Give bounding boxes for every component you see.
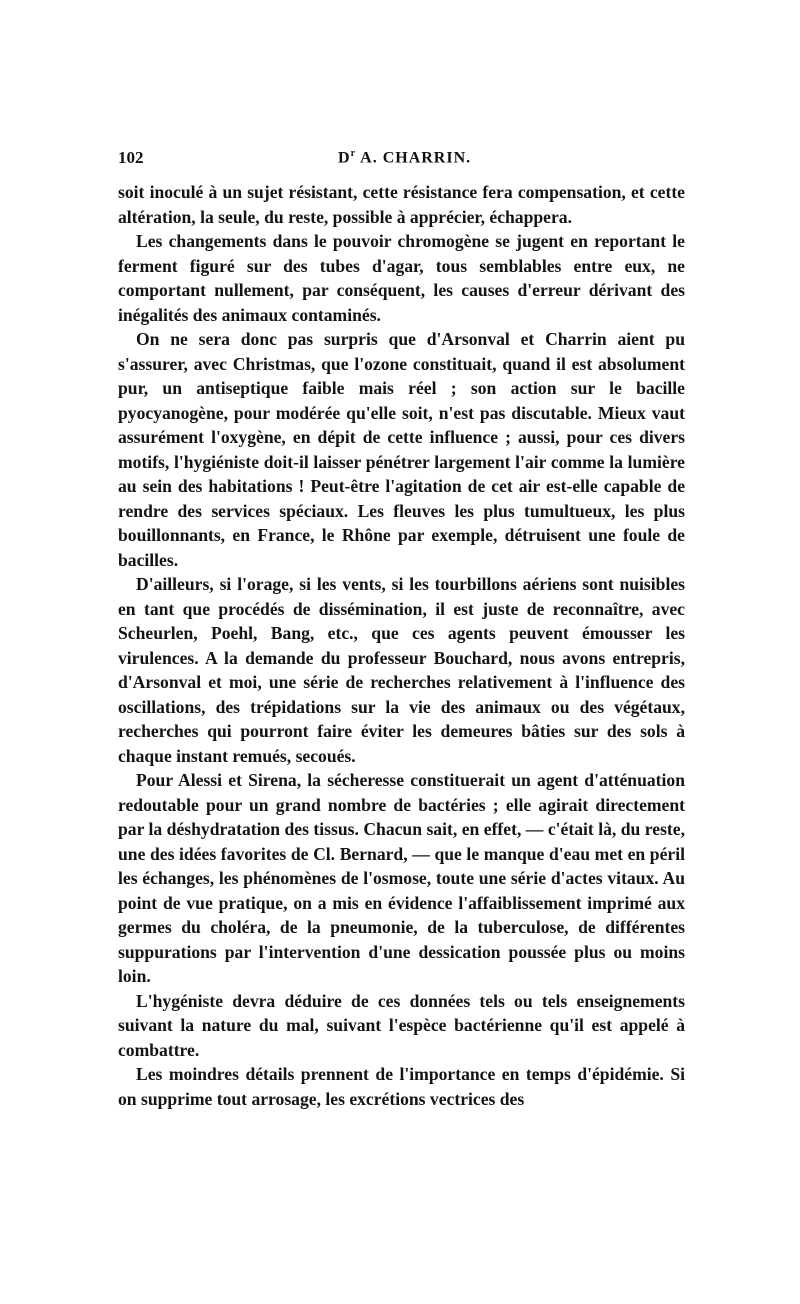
page-number: 102 [118,148,144,167]
page-header [118,148,685,172]
paragraph: Pour Alessi et Sirena, la sécheresse constituerait un agent d'atténuation redoutable pour un grand nombre de bactéries ; elle agirait directement par la déshydratation des tissus. Chacun sait, en effet, — c'était là, du reste, une des idées favorites de Cl. Bernard, — que le manque d'eau met en péril les échanges, les phénomènes de l'osmose, toute une série d'actes vitaux. Au point de vue pratique, on a mis en évidence l'affaiblissement imprimé aux germes du choléra, de la pneumonie, de la tuberculose, de différentes suppurations par l'intervention d'une dessication poussée plus ou moins loin. [118,770,685,986]
paragraph: On ne sera donc pas surpris que d'Arsonval et Charrin aient pu s'assurer, avec Christmas, que l'ozone constituait, quand il est absolument pur, un antiseptique faible mais réel ; son action sur le bacille pyocyanogène, pour modérée qu'elle soit, n'est pas discutable. Mieux vaut assurément l'oxygène, en dépit de cette influence ; aussi, pour ces divers motifs, l'hygiéniste doit-il laisser pénétrer largement l'air comme la lumière au sein des habitations ! Peut-être l'agitation de cet air est-elle capable de rendre des services spéciaux. Les fleuves les plus tumultueux, les plus bouillonnants, en France, le Rhône par exemple, détruisent une foule de bacilles. [118,329,685,570]
running-head-name: A. CHARRIN. [356,149,472,167]
paragraph: Les moindres détails prennent de l'importance en temps d'épidémie. Si on supprime tout arrosage, les excrétions vectrices des [118,1064,685,1109]
paragraph-continued: soit inoculé à un sujet résistant, cette résistance fera compensation, et cette altération, la seule, du reste, possible à apprécier, échappera. [118,182,685,227]
running-head-superscript: r [350,148,357,159]
paragraph: D'ailleurs, si l'orage, si les vents, si les tourbillons aériens sont nuisibles en tant que procédés de dissémination, il est juste de reconnaître, avec Scheurlen, Poehl, Bang, etc., que ces agents peuvent émousser les virulences. A la demande du professeur Bouchard, nous avons entrepris, d'Arsonval et moi, une série de recherches relativement à l'influence des oscillations, des trépidations sur la vie des animaux ou des végétaux, recherches qui pourront faire éviter les demeures bâties sur des sols à chaque instant remués, secoués. [118,574,685,766]
paragraph: Les changements dans le pouvoir chromogène se jugent en reportant le ferment figuré sur des tubes d'agar, tous semblables entre eux, ne comportant nullement, par conséquent, les causes d'erreur dérivant des inégalités des animaux contaminés. [118,231,685,325]
paragraph: L'hygéniste devra déduire de ces données tels ou tels enseignements suivant la nature du mal, suivant l'espèce bactérienne qu'il est appelé à combattre. [118,990,685,1060]
running-head [338,148,471,167]
running-head-prefix: D [338,149,351,167]
body-text [118,180,685,1111]
